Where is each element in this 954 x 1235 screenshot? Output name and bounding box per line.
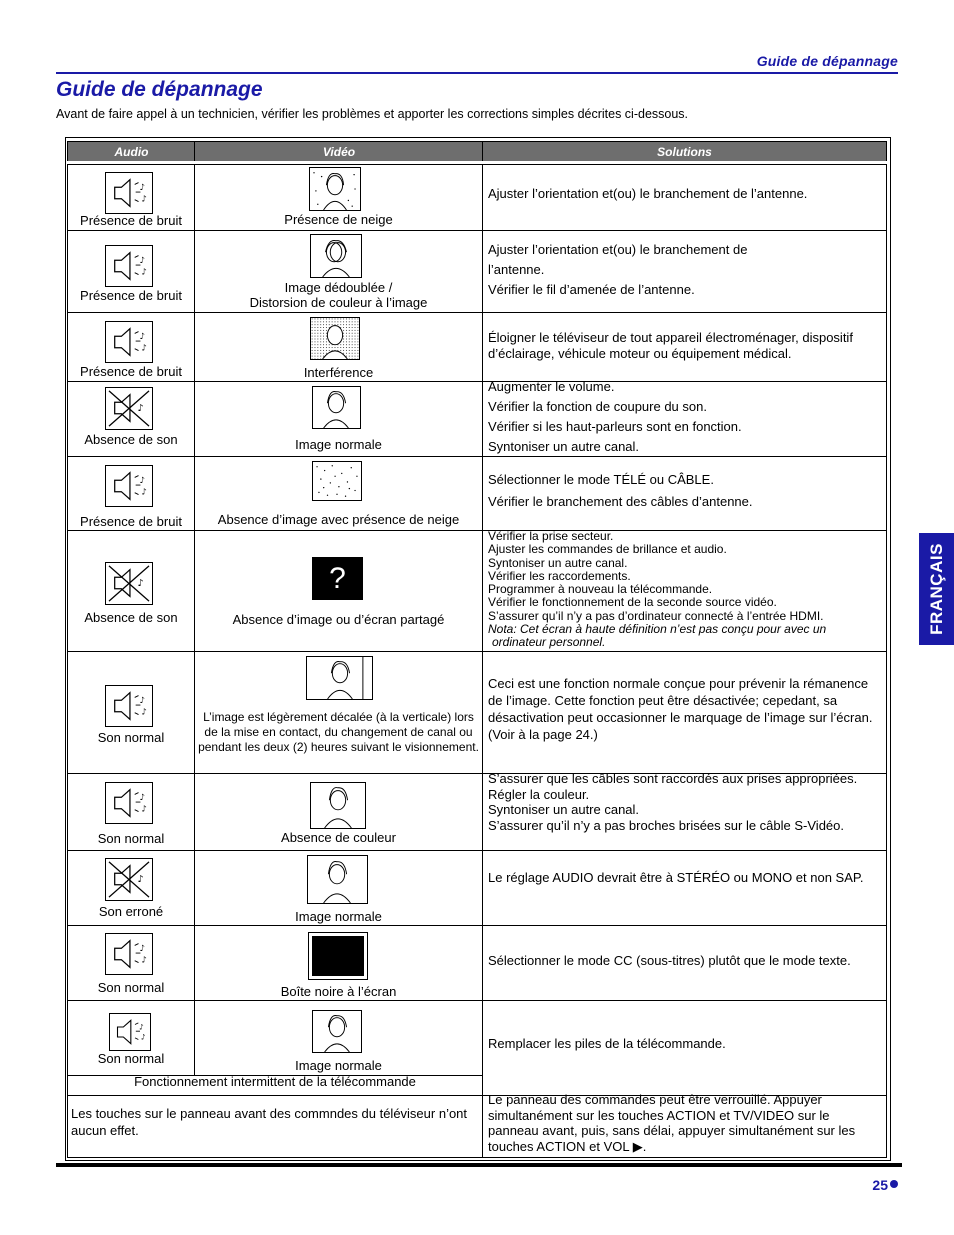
audio-label: Son normal [97,730,165,745]
svg-text:♪: ♪ [139,256,145,267]
speaker-muted-icon [105,387,153,430]
tv-snow-icon [309,167,361,211]
video-label: L’image est légèrement décalée (à la verticale) lors de la mise en contact, du changement de canal ou pendant les deux (2) heures suivant le visionnement. [198,710,479,754]
speaker-icon [105,782,153,824]
column-header-video: Vidéo [194,141,483,161]
svg-text:♪: ♪ [139,476,145,487]
svg-text:♪: ♪ [137,873,144,885]
video-label: Image normale [295,1058,382,1073]
tv-snow-only-icon [312,461,362,501]
footer-rule [56,1163,902,1167]
speaker-icon [105,685,153,727]
page-number: 25 [872,1177,888,1193]
svg-text:♪: ♪ [141,194,147,205]
solution-text: Augmenter le volume. Vérifier la fonction de coupure du son. Vérifier si les haut-parleurs sont en fonction. Syntoniser un autre canal. [488,379,742,454]
solution-text: Ajuster l’orientation et(ou) le branchement de l’antenne. [488,186,808,201]
speaker-icon [105,172,153,214]
language-tab: FRANÇAIS [919,533,954,645]
video-label: Interférence [303,365,374,380]
column-header-audio: Audio [67,141,195,161]
tv-interference-icon [310,317,360,360]
speaker-icon [105,465,153,507]
tv-face-icon [310,782,366,829]
header-rule [56,72,898,74]
speaker-icon [105,321,153,363]
video-label: Présence de neige [284,212,393,227]
audio-label: Absence de son [84,610,178,625]
video-label: Absence d’image ou d’écran partagé [232,612,445,627]
svg-text:♪: ♪ [139,793,145,804]
svg-text:♪: ♪ [139,944,145,955]
svg-text:♪: ♪ [141,955,147,966]
svg-text:♪: ♪ [137,402,144,414]
svg-text:♪: ♪ [139,183,145,194]
svg-text:♪: ♪ [139,696,145,707]
page-title: Guide de dépannage [56,78,263,101]
solution-text: Le réglage AUDIO devrait être à STÉRÉO ou MONO et non SAP. [488,870,864,885]
solution-text: Éloigner le téléviseur de tout appareil électroménager, dispositif d’éclairage, véhicule moteur ou équipement médical. [488,330,853,361]
svg-text:♪: ♪ [137,577,144,589]
tv-shifted-icon [306,656,373,700]
solution-text: S’assurer que les câbles sont raccordés aux prises appropriées. Régler la couleur. Syntoniser un autre canal. S’assurer qu’il n’y a pas broches brisées sur le câble S-Vidéo. [488,771,858,833]
audio-label: Son erroné [98,904,164,919]
video-label: Image dédoublée / Distorsion de couleur à l’image [249,280,428,310]
section-header: Guide de dépannage [756,53,898,69]
column-header-solutions: Solutions [482,141,887,161]
question-mark-icon: ? [312,557,363,600]
solution-text: Vérifier la prise secteur. Ajuster les commandes de brillance et audio. Syntoniser un autre canal. Vérifier les raccordements. Programmer à nouveau la télécommande. Vérifier le fonctionnement de la seconde source vidéo. S’assurer qu’il n’y a pas d’ordinateur connecté à l’entrée HDMI. Nota: Cet écran à haute définition n’est pas conçu pour avec un ordinateur personnel. [488,529,827,650]
panel-problem-text: Les touches sur le panneau avant des commndes du téléviseur n’ont aucun effet. [71,1106,468,1138]
svg-text:♪: ♪ [141,804,147,815]
solution-text: Ceci est une fonction normale conçue pour prévenir la rémanence de l’image. Cette fonction peut être désactivée; cepedant, sa désactivation peut occasionner le marquage de l’image sur l’écran. (Voir à la page 24.) [488,676,873,742]
audio-label: Son normal [97,831,165,846]
solution-text: Remplacer les piles de la télécommande. [488,1036,726,1051]
video-label: Image normale [295,437,382,452]
speaker-muted-icon [105,858,153,901]
svg-text:♪: ♪ [141,343,147,354]
tv-face-icon [307,855,368,904]
remote-label: Fonctionnement intermittent de la télécommande [134,1074,416,1089]
svg-text:♪: ♪ [139,332,145,343]
audio-label: Présence de bruit [80,514,182,529]
black-box-icon [309,933,367,979]
video-label: Boîte noire à l’écran [280,984,397,999]
speaker-icon [105,933,153,975]
audio-label: Son normal [97,980,165,995]
speaker-muted-icon [105,562,153,605]
intro-text: Avant de faire appel à un technicien, vérifier les problèmes et apporter les corrections simples décrites ci-dessous. [56,107,689,121]
tv-face-icon [312,1010,362,1053]
audio-label: Présence de bruit [80,213,182,228]
svg-text:♪: ♪ [141,707,147,718]
speaker-icon [105,245,153,287]
svg-text:♪: ♪ [141,267,147,278]
tv-ghost-icon [310,234,362,278]
solution-text: Ajuster l’orientation et(ou) le branchement de l’antenne. Vérifier le fil d’amenée de l’antenne. [488,242,748,297]
solution-text: Sélectionner le mode TÉLÉ ou CÂBLE. Vérifier le branchement des câbles d’antenne. [488,472,753,509]
solution-text: Sélectionner le mode CC (sous-titres) plutôt que le mode texte. [488,953,851,968]
audio-label: Présence de bruit [80,288,182,303]
video-label: Image normale [295,909,382,924]
panel-solution-text: Le panneau des commandes peut être verrouillé. Appuyer simultanément sur les touches ACTION et TV/VIDEO sur le panneau avant, puis, sans délai, appuyer simultanément sur les touches ACTION et VOL ▶. [488,1092,856,1154]
video-label: Absence de couleur [281,830,396,845]
video-label: Absence d’image avec présence de neige [217,512,460,527]
svg-text:♪: ♪ [140,1032,146,1042]
bullet-icon [890,1180,898,1188]
tv-face-icon [312,386,361,429]
audio-label: Absence de son [84,432,178,447]
speaker-icon [109,1013,151,1051]
audio-label: Son normal [97,1051,165,1066]
audio-label: Présence de bruit [80,364,182,379]
svg-text:♪: ♪ [141,487,147,498]
svg-text:♪: ♪ [139,1022,144,1032]
